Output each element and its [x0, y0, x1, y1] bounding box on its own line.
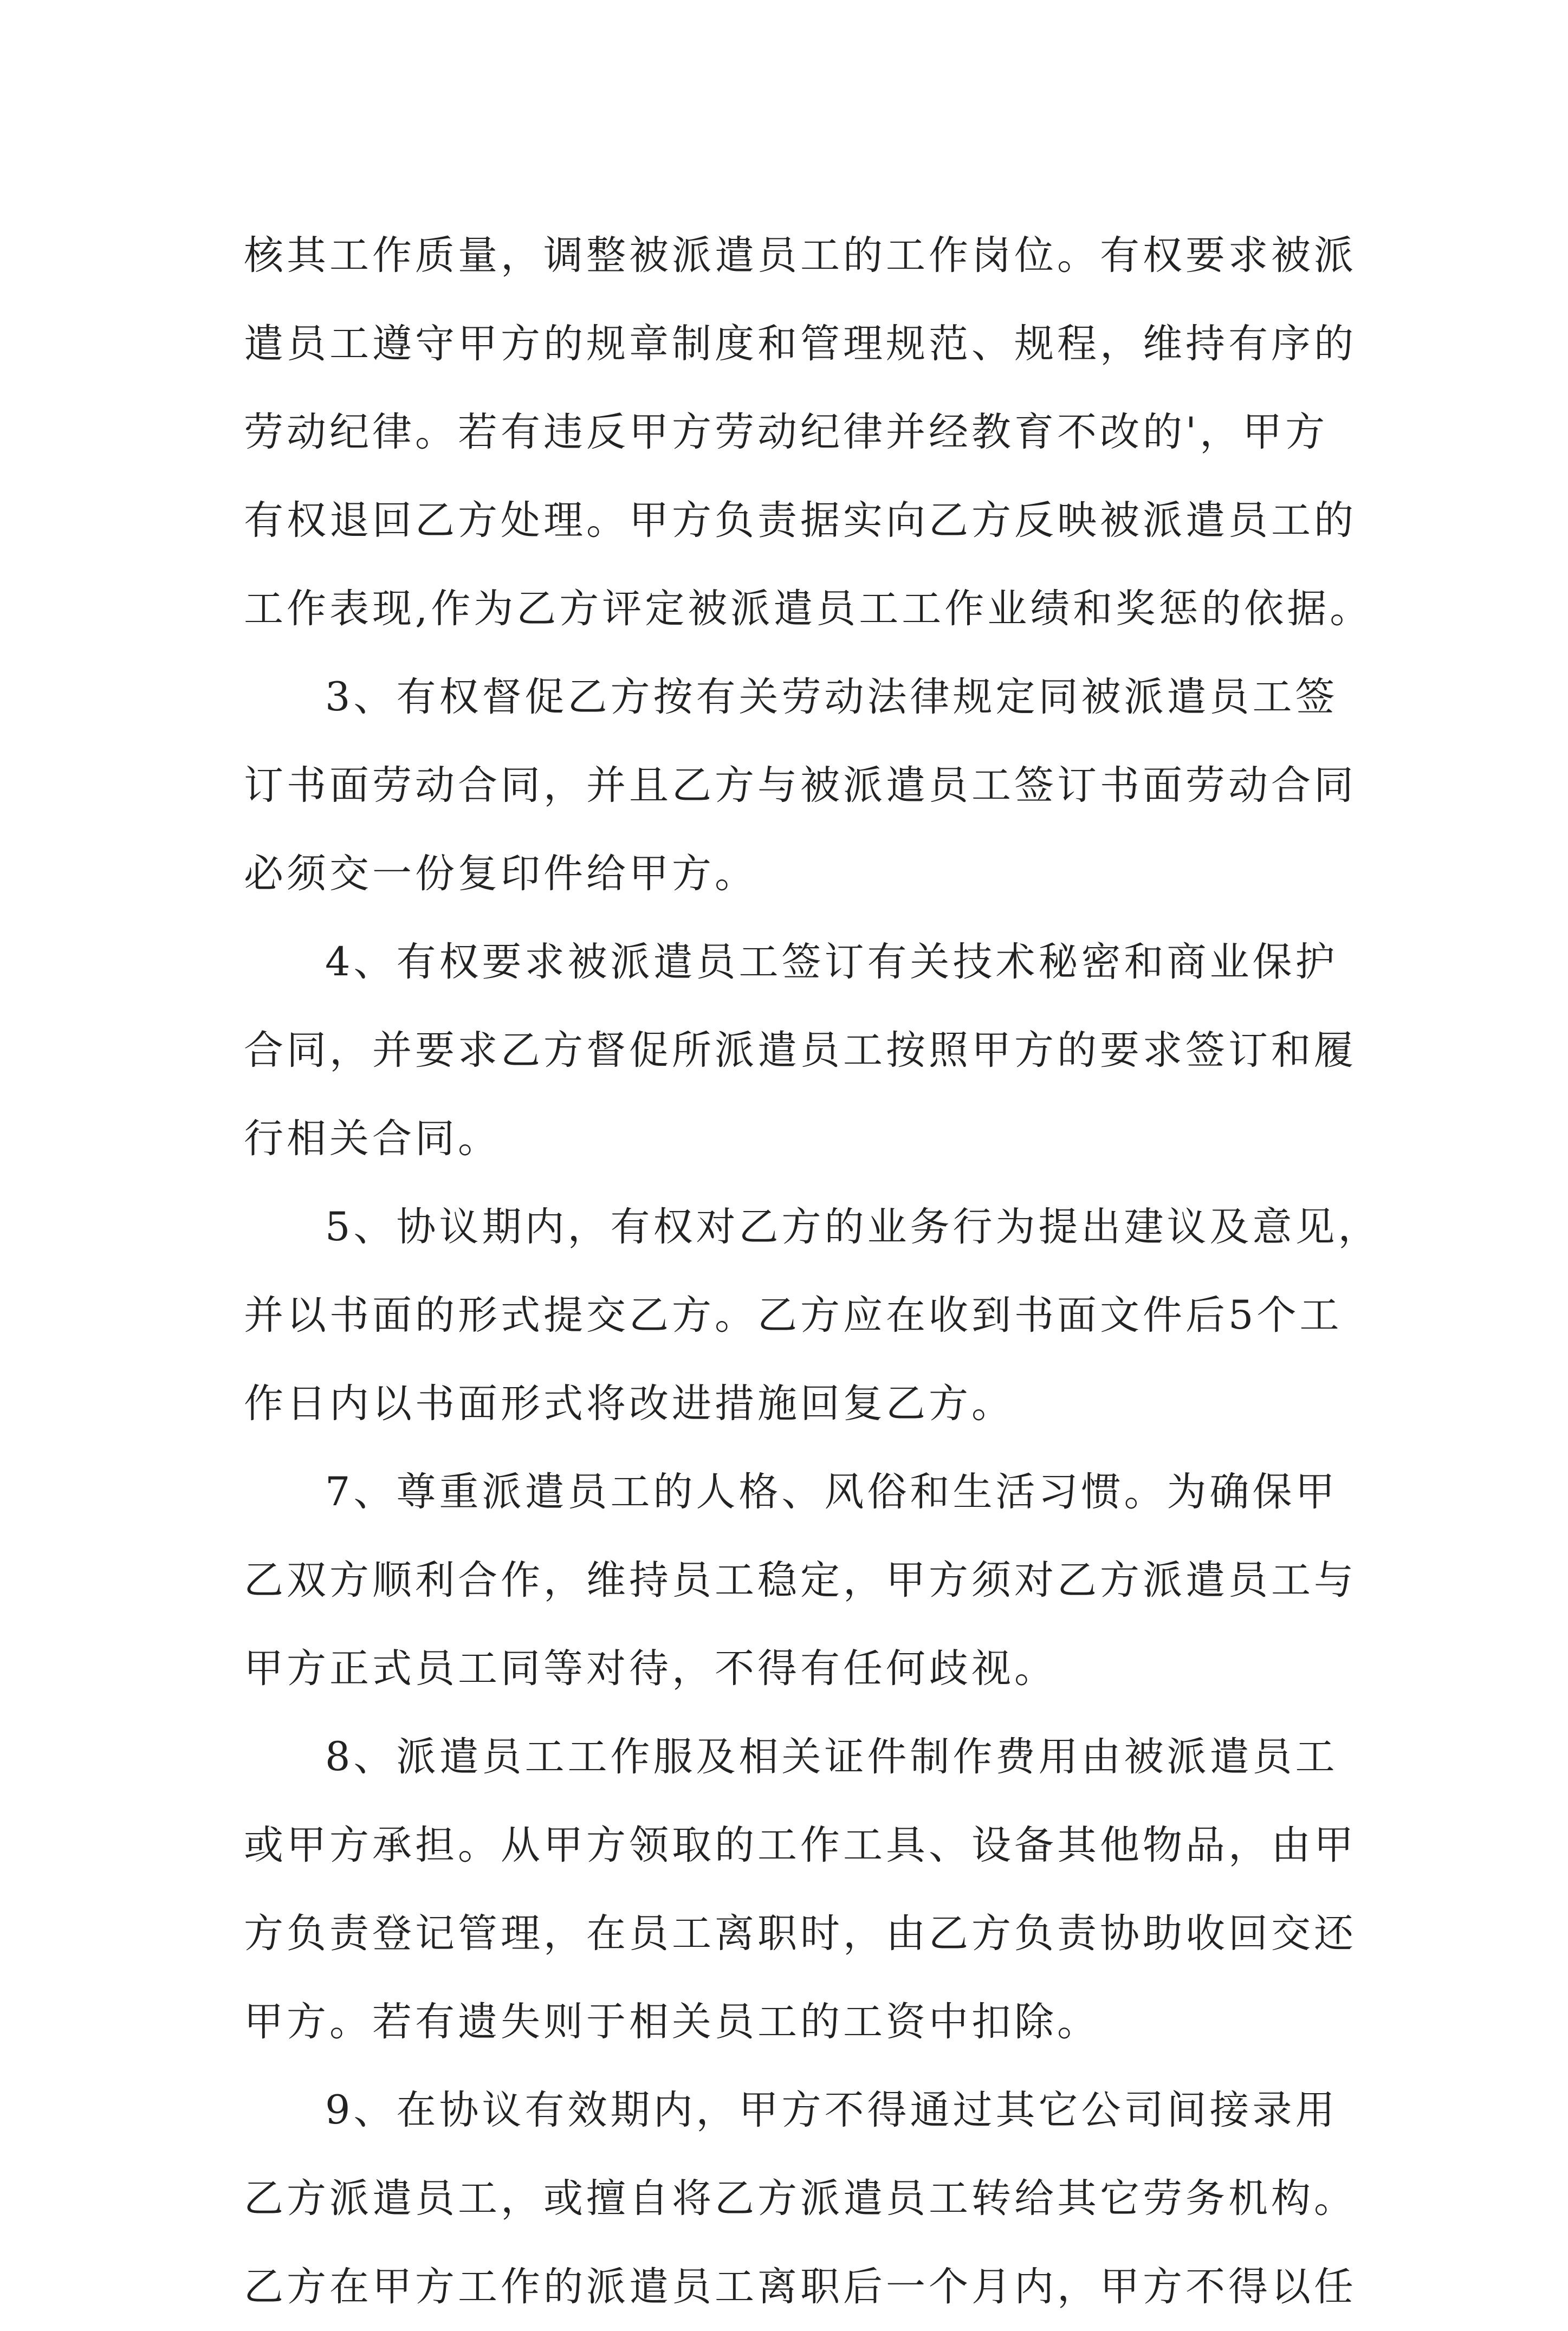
text-line: 乙双方顺利合作，维持员工稳定，甲方须对乙方派遣员工与 — [244, 1557, 1357, 1603]
text-line: 并以书面的形式提交乙方。乙方应在收到书面文件后5个工 — [244, 1292, 1343, 1338]
paragraph-first-line: 8、派遣员工工作服及相关证件制作费用由被派遣员工 — [325, 1734, 1338, 1780]
text-line: 行相关合同。 — [244, 1116, 501, 1162]
text-line: 工作表现,作为乙方评定被派遣员工工作业绩和奖惩的依据。 — [244, 586, 1373, 632]
text-line: 作日内以书面形式将改进措施回复乙方。 — [244, 1381, 1014, 1427]
text-line: 方负责登记管理，在员工离职时，由乙方负责协助收回交还 — [244, 1911, 1357, 1957]
text-line: 核其工作质量，调整被派遣员工的工作岗位。有权要求被派 — [244, 232, 1357, 279]
text-line: 订书面劳动合同，并且乙方与被派遣员工签订书面劳动合同 — [244, 762, 1357, 808]
document-body — [244, 211, 1381, 2331]
text-line: 乙方派遣员工，或擅自将乙方派遣员工转给其它劳务机构。 — [244, 2175, 1357, 2222]
paragraph-first-line: 3、有权督促乙方按有关劳动法律规定同被派遣员工签 — [325, 674, 1338, 720]
paragraph-first-line: 4、有权要求被派遣员工签订有关技术秘密和商业保护 — [325, 939, 1338, 985]
text-line: 必须交一份复印件给甲方。 — [244, 851, 757, 897]
paragraph-first-line: 5、协议期内，有权对乙方的业务行为提出建议及意见， — [325, 1204, 1381, 1250]
text-line: 乙方在甲方工作的派遣员工离职后一个月内，甲方不得以任 — [244, 2264, 1357, 2310]
text-line: 有权退回乙方处理。甲方负责据实向乙方反映被派遣员工的 — [244, 497, 1357, 543]
text-line: 遣员工遵守甲方的规章制度和管理规范、规程，维持有序的 — [244, 321, 1357, 367]
text-line: 劳动纪律。若有违反甲方劳动纪律并经教育不改的'，甲方 — [244, 409, 1329, 455]
text-line: 甲方。若有遗失则于相关员工的工资中扣除。 — [244, 1999, 1100, 2045]
paragraph-first-line: 7、尊重派遣员工的人格、风俗和生活习惯。为确保甲 — [325, 1469, 1338, 1515]
text-line: 合同，并要求乙方督促所派遣员工按照甲方的要求签订和履 — [244, 1027, 1357, 1073]
text-line: 或甲方承担。从甲方领取的工作工具、设备其他物品，由甲 — [244, 1822, 1357, 1868]
text-line: 甲方正式员工同等对待，不得有任何歧视。 — [244, 1646, 1057, 1692]
paragraph-first-line: 9、在协议有效期内，甲方不得通过其它公司间接录用 — [325, 2087, 1338, 2133]
